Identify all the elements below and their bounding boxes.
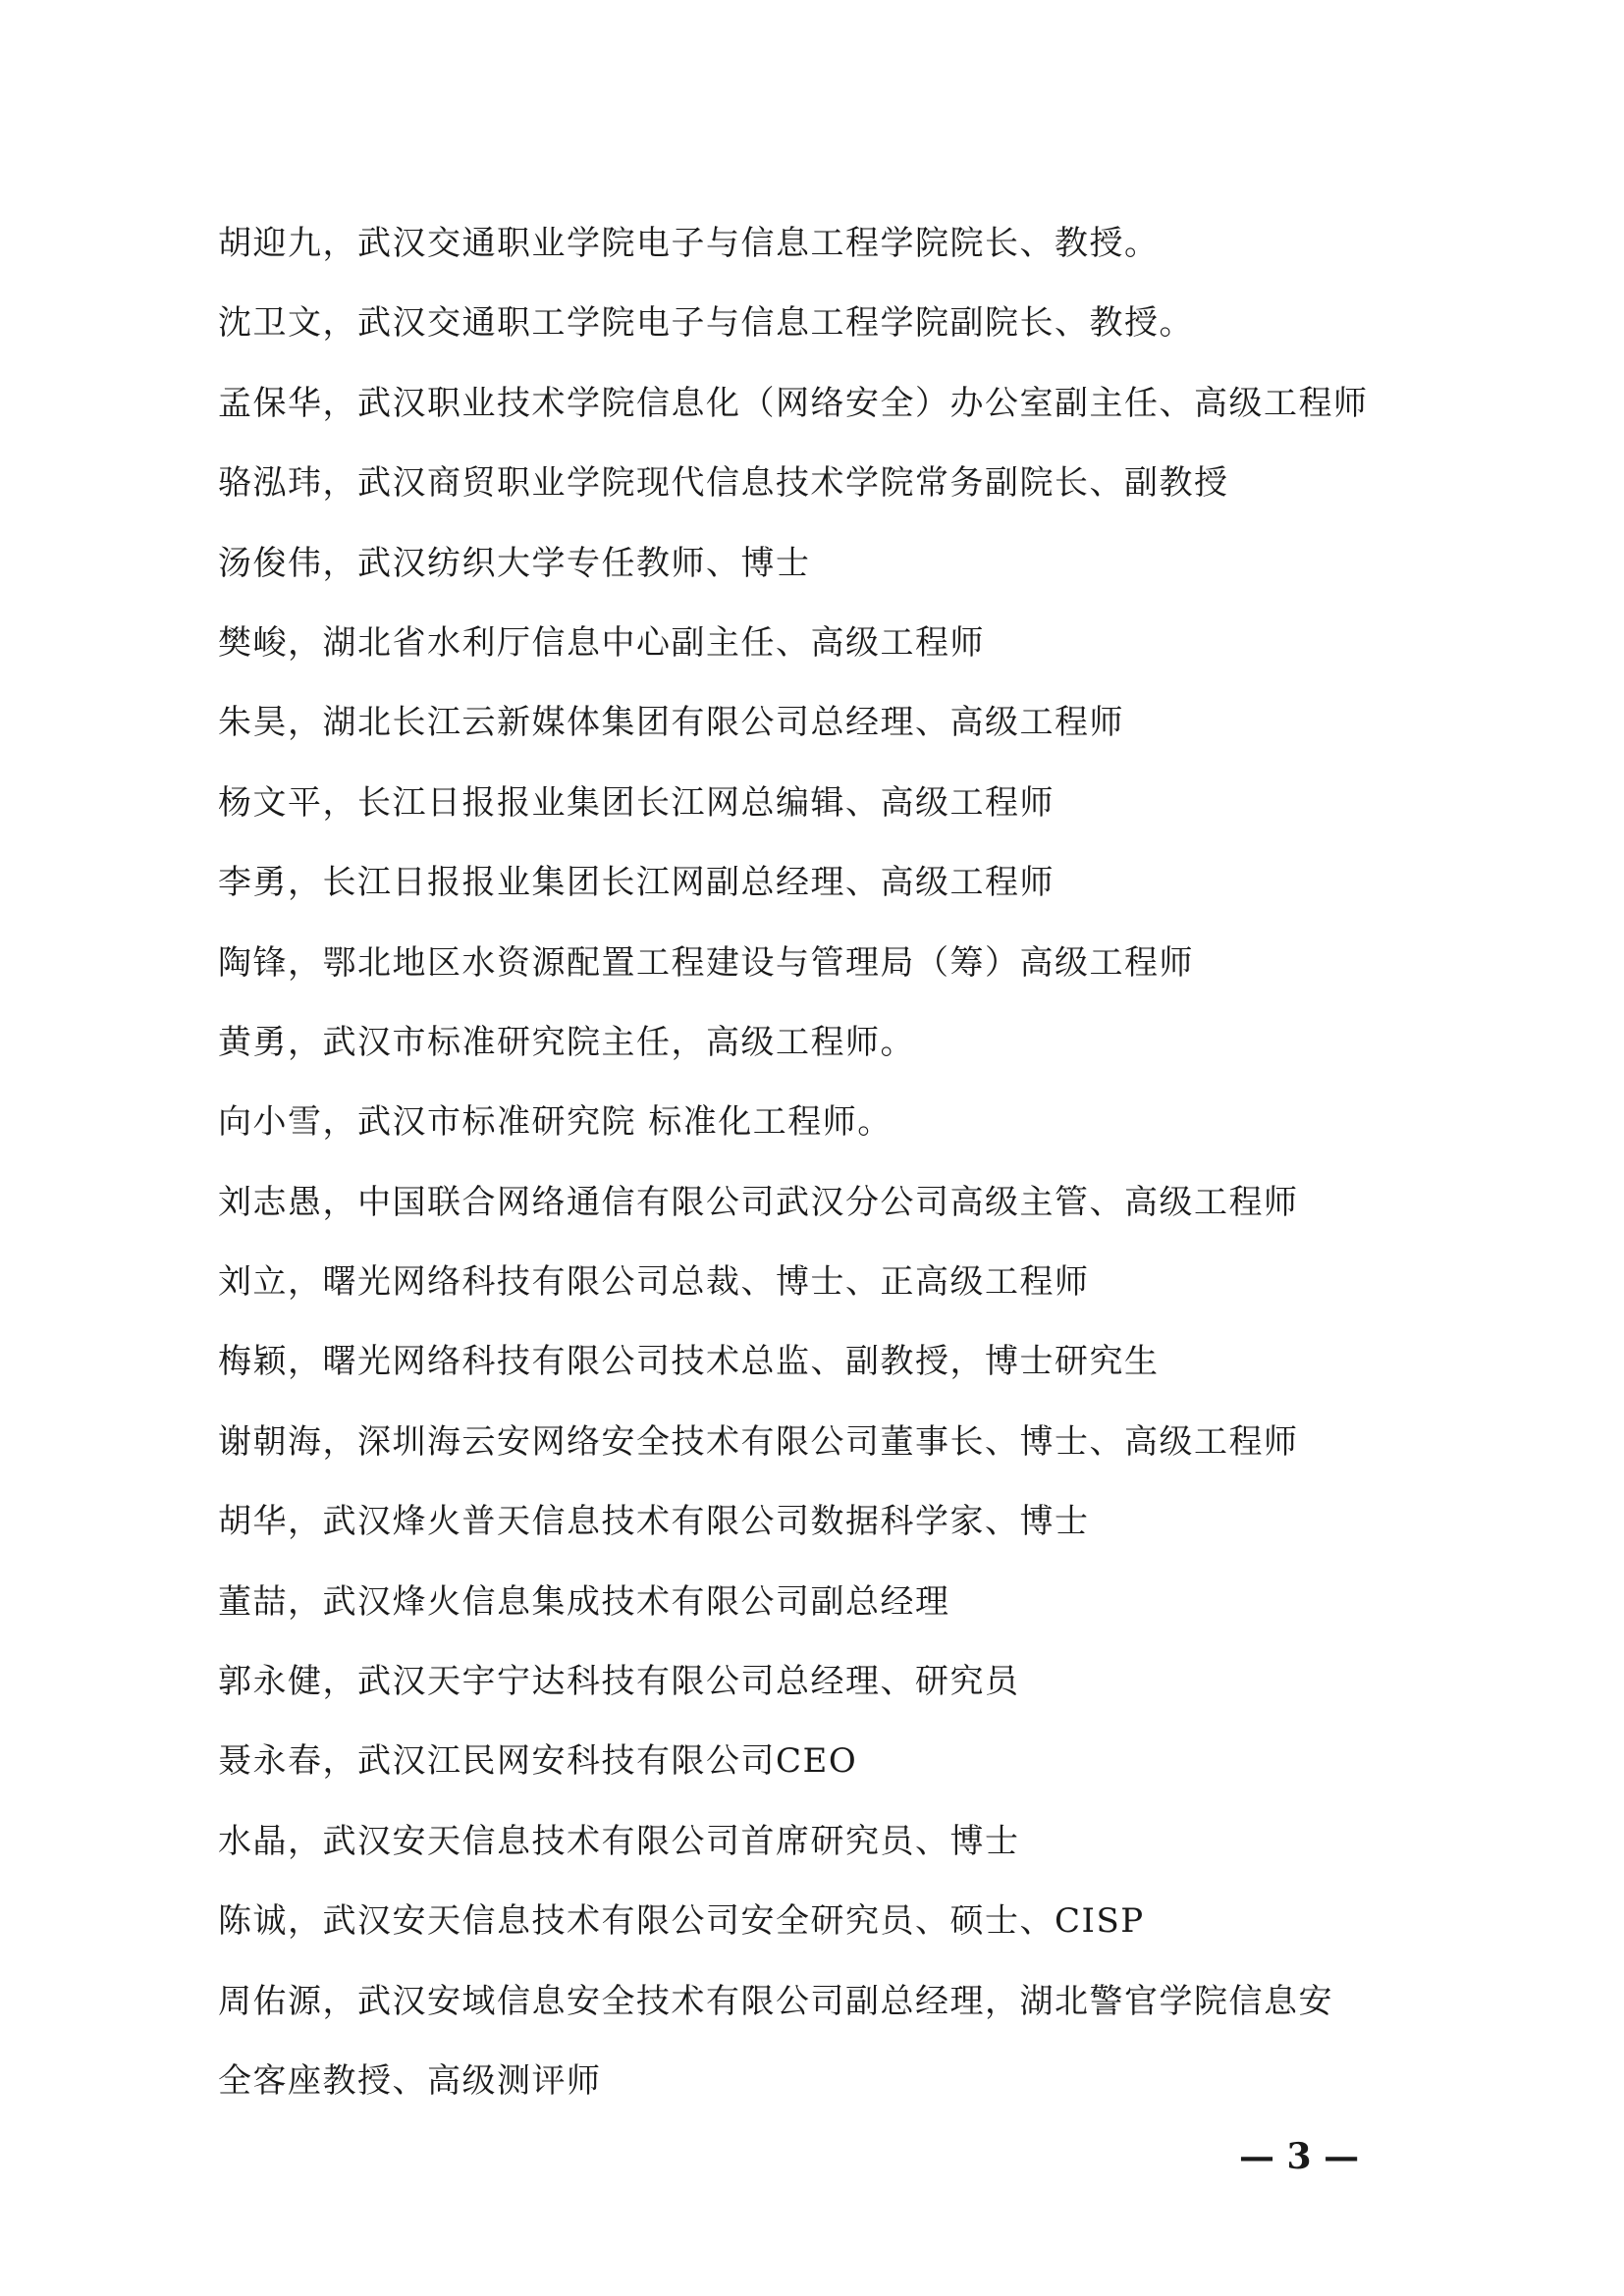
list-line: 骆泓玮，武汉商贸职业学院现代信息技术学院常务副院长、副教授 — [218, 463, 1229, 504]
list-line: 樊峻，湖北省水利厅信息中心副主任、高级工程师 — [218, 622, 985, 663]
page-number: — 3 — — [1239, 2136, 1360, 2177]
list-line: 刘立，曙光网络科技有限公司总裁、博士、正高级工程师 — [218, 1262, 1090, 1303]
list-line: 胡迎九，武汉交通职业学院电子与信息工程学院院长、教授。 — [218, 224, 1160, 263]
list-line: 梅颖，曙光网络科技有限公司技术总监、副教授，博士研究生 — [218, 1342, 1160, 1382]
list-line: 朱昊，湖北长江云新媒体集团有限公司总经理、高级工程师 — [218, 703, 1124, 743]
list-line: 郭永健，武汉天宇宁达科技有限公司总经理、研究员 — [218, 1662, 1020, 1702]
list-line: 谢朝海，深圳海云安网络安全技术有限公司董事长、博士、高级工程师 — [218, 1421, 1299, 1462]
list-line: 刘志愚，中国联合网络通信有限公司武汉分公司高级主管、高级工程师 — [218, 1182, 1299, 1222]
list-line: 向小雪，武汉市标准研究院 标准化工程师。 — [218, 1102, 893, 1143]
list-line: 聂永春，武汉江民网安科技有限公司CEO — [218, 1741, 858, 1782]
list-line: 周佑源，武汉安域信息安全技术有限公司副总经理，湖北警官学院信息安 — [218, 1981, 1333, 2021]
list-line: 黄勇，武汉市标准研究院主任，高级工程师。 — [218, 1022, 915, 1062]
list-line: 沈卫文，武汉交通职工学院电子与信息工程学院副院长、教授。 — [218, 303, 1194, 344]
list-line: 董喆，武汉烽火信息集成技术有限公司副总经理 — [218, 1581, 950, 1622]
list-line: 陶锋，鄂北地区水资源配置工程建设与管理局（筹）高级工程师 — [218, 942, 1194, 983]
list-line: 孟保华，武汉职业技术学院信息化（网络安全）办公室副主任、高级工程师 — [218, 383, 1369, 423]
list-line: 全客座教授、高级测评师 — [218, 2060, 602, 2101]
list-line: 李勇，长江日报报业集团长江网副总经理、高级工程师 — [218, 863, 1055, 903]
expert-list — [218, 204, 1455, 2121]
list-line: 胡华，武汉烽火普天信息技术有限公司数据科学家、博士 — [218, 1502, 1090, 1542]
list-line: 汤俊伟，武汉纺织大学专任教师、博士 — [218, 543, 811, 583]
list-line: 陈诚，武汉安天信息技术有限公司安全研究员、硕士、CISP — [218, 1901, 1145, 1942]
list-line: 杨文平，长江日报报业集团长江网总编辑、高级工程师 — [218, 782, 1055, 823]
list-line: 水晶，武汉安天信息技术有限公司首席研究员、博士 — [218, 1821, 1020, 1861]
